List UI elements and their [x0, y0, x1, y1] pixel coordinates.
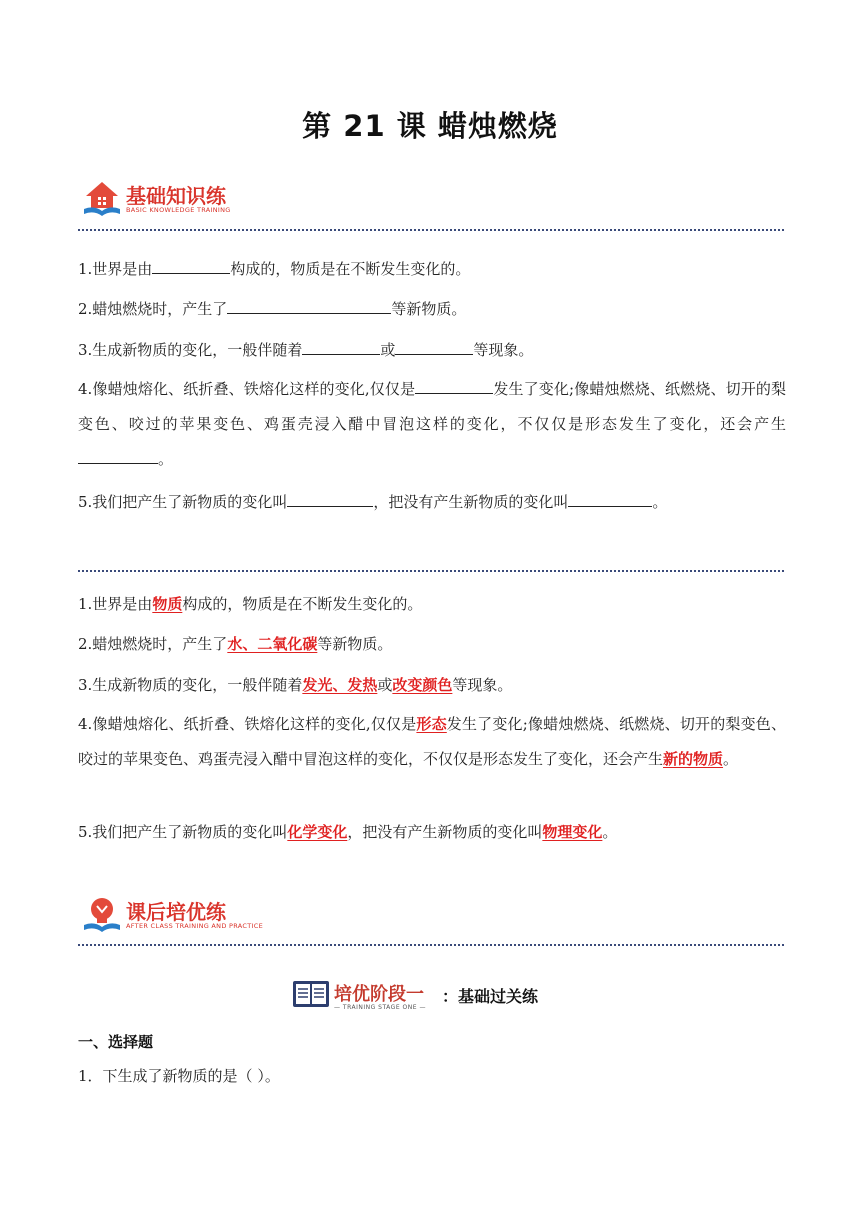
answer-blank[interactable] [227, 299, 391, 314]
question-5: 5.我们把产生了新物质的变化叫 ，把没有产生新物质的变化叫 。 [78, 493, 668, 511]
answer-blank[interactable] [78, 449, 158, 464]
answer-blank[interactable] [152, 259, 230, 274]
answer-blank[interactable] [302, 340, 380, 355]
divider [78, 944, 784, 946]
page-title: 第 21 课 蜡烛燃烧 [302, 109, 558, 143]
after-class-banner [82, 894, 262, 934]
answer-text: 物质 [152, 595, 183, 613]
answer-text: 发光、发热 [302, 676, 378, 694]
answer-3: 3.生成新物质的变化，一般伴随着发光、发热或改变颜色等现象。 [78, 676, 513, 694]
answer-blank[interactable] [568, 492, 652, 507]
stage-title: 培优阶段一 [334, 984, 424, 1005]
answer-1: 1.世界是由物质构成的，物质是在不断发生变化的。 [78, 595, 423, 613]
answer-text: 新的物质 [663, 750, 724, 768]
house-book-icon [82, 178, 122, 218]
stage-header [292, 978, 592, 1014]
banner-subtitle: AFTER CLASS TRAINING AND PRACTICE [126, 922, 263, 930]
answer-blank[interactable] [415, 379, 493, 394]
answer-text: 化学变化 [287, 823, 348, 841]
question-4: 4.像蜡烛熔化、纸折叠、铁熔化这样的变化,仅仅是 发生了变化;像蜡烛燃烧、纸燃烧、切开的梨变色、咬过的苹果变色、鸡蛋壳浸入醋中冒泡这样的变化，不仅仅是形态发生了变化，还会产生。 [78, 380, 786, 468]
banner-subtitle: BASIC KNOWLEDGE TRAINING [126, 206, 231, 214]
answer-text: 水、二氧化碳 [227, 635, 318, 653]
divider [78, 229, 784, 231]
section-heading: 一、选择题 [78, 1033, 154, 1051]
question-3: 3.生成新物质的变化，一般伴随着 或 等现象。 [78, 341, 534, 359]
question-2: 2.蜡烛燃烧时，产生了 等新物质。 [78, 300, 467, 318]
stage-subtitle: — TRAINING STAGE ONE — [334, 1004, 426, 1011]
answer-blank[interactable] [287, 492, 373, 507]
stage-description: ：基础过关练 [442, 987, 539, 1006]
mcq-question-1: 1．下生成了新物质的是（ ）。 [78, 1067, 280, 1085]
basic-knowledge-banner [82, 178, 262, 218]
banner-title: 课后培优练 [126, 900, 226, 924]
answer-5: 5.我们把产生了新物质的变化叫化学变化，把没有产生新物质的变化叫物理变化。 [78, 823, 618, 841]
banner-title: 基础知识练 [126, 184, 226, 208]
question-1: 1.世界是由 构成的，物质是在不断发生变化的。 [78, 260, 471, 278]
answer-4: 4.像蜡烛熔化、纸折叠、铁熔化这样的变化,仅仅是形态发生了变化;像蜡烛燃烧、纸燃烧、切开的梨变色、咬过的苹果变色、鸡蛋壳浸入醋中冒泡这样的变化，不仅仅是形态发生了变化，还会产生新的物质。 [78, 715, 786, 768]
answer-2: 2.蜡烛燃烧时，产生了水、二氧化碳等新物质。 [78, 635, 393, 653]
divider [78, 570, 784, 572]
lightbulb-icon [82, 894, 122, 934]
answer-blank[interactable] [395, 340, 473, 355]
answer-text: 形态 [416, 715, 447, 733]
open-book-icon [292, 980, 330, 1008]
answer-text: 改变颜色 [392, 676, 453, 694]
answer-text: 物理变化 [542, 823, 603, 841]
